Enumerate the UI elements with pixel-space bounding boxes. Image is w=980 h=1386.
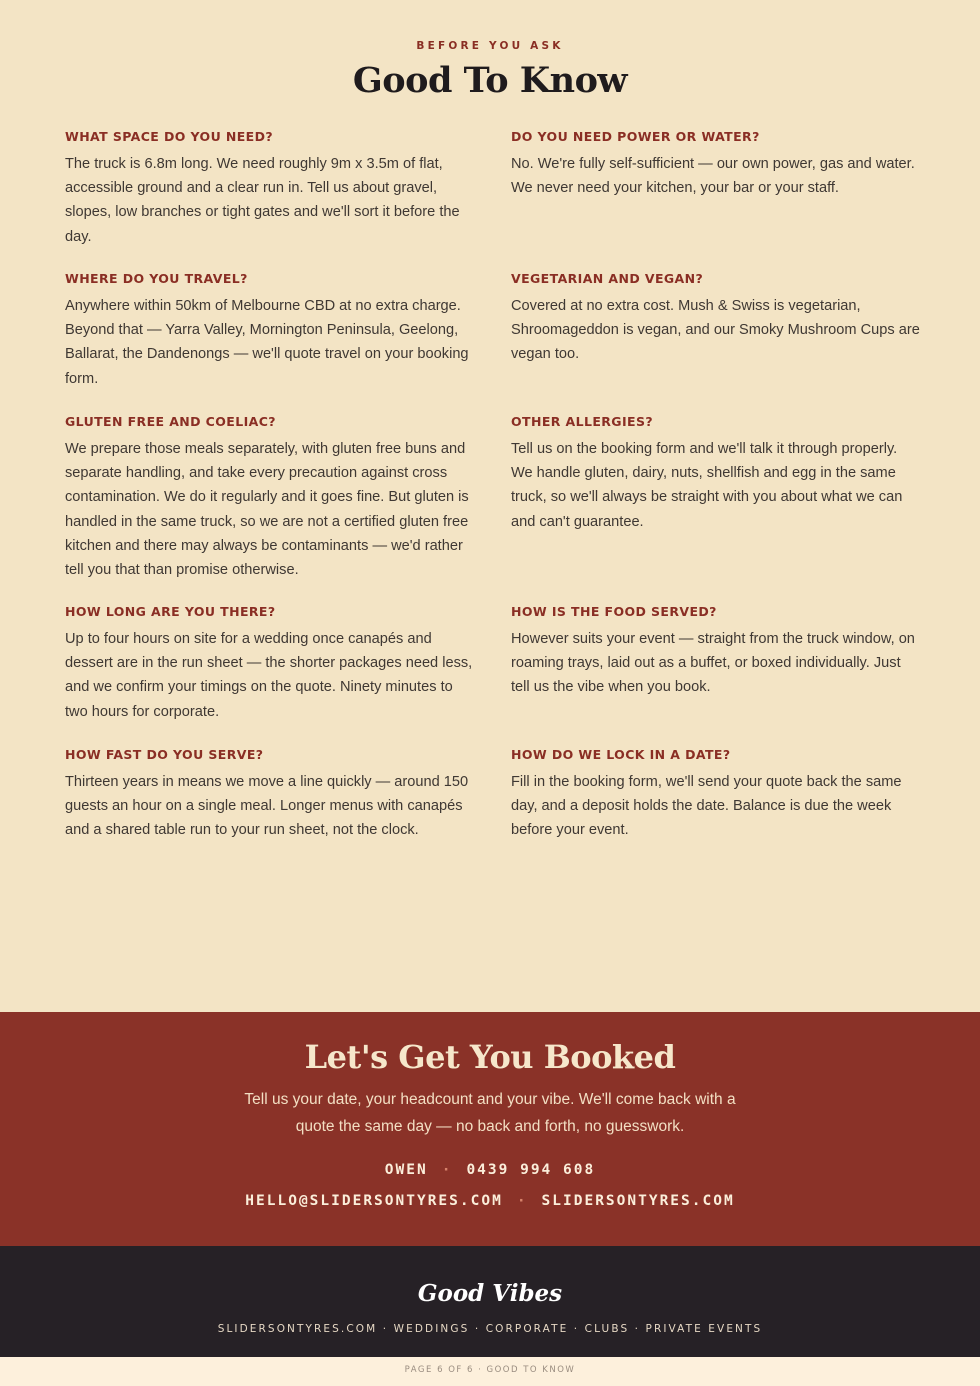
faq-answer: However suits your event — straight from the truck window, on roaming trays, laid out as a buffet, or boxed individually. Just tell us the vibe when you book. (511, 631, 915, 696)
faq-question: DO YOU NEED POWER OR WATER? (511, 129, 760, 144)
separator-dot: · (516, 1193, 528, 1209)
faq-question: HOW FAST DO YOU SERVE? (65, 747, 264, 762)
faq-answer: Anywhere within 50km of Melbourne CBD at no extra charge. Beyond that — Yarra Valley, Mornington Peninsula, Geelong, Ballarat, the Dandenongs — we'll quote travel on your booking form. (65, 298, 469, 387)
faq-answer: Fill in the booking form, we'll send your quote back the same day, and a deposit holds the date. Balance is due the week before your event. (511, 774, 902, 839)
faq-item (65, 270, 475, 391)
faq-item (65, 128, 475, 249)
email-link[interactable]: HELLO@SLIDERSONTYRES.COM (245, 1193, 503, 1209)
phone-link[interactable]: 0439 994 608 (466, 1162, 596, 1178)
footer (0, 1246, 980, 1357)
faq-question: GLUTEN FREE AND COELIAC? (65, 414, 276, 429)
faq-item (511, 603, 921, 700)
faq-item (511, 270, 921, 367)
faq-item (511, 746, 921, 843)
faq-question: HOW DO WE LOCK IN A DATE? (511, 747, 731, 762)
faq-answer: The truck is 6.8m long. We need roughly 9m x 3.5m of flat, accessible ground and a clear run in. Tell us about gravel, slopes, low branches or tight gates and we'll sort it before the day. (65, 156, 460, 245)
faq-item (65, 603, 475, 724)
faq-question: VEGETARIAN AND VEGAN? (511, 271, 704, 286)
contact-name: OWEN (384, 1162, 428, 1178)
website-link[interactable]: SLIDERSONTYRES.COM (541, 1193, 735, 1209)
faq-item (511, 413, 921, 534)
page-strip (0, 1357, 980, 1386)
faq-answer: We prepare those meals separately, with gluten free buns and separate handling, and take every precaution against cross contamination. We do it regularly and it goes fine. But gluten is handled in the same truck, so we are not a certified gluten free kitchen and there may always be contaminants — we'd rather tell you that than promise otherwise. (65, 441, 469, 579)
faq-item (511, 128, 921, 200)
footer-links: SLIDERSONTYRES.COM · WEDDINGS · CORPORATE · CLUBS · PRIVATE EVENTS (217, 1323, 763, 1335)
booking-text: Tell us your date, your headcount and your vibe. We'll come back with a quote the same day — no back and forth, no guesswork. (244, 1091, 736, 1135)
separator-dot: · (441, 1162, 453, 1178)
faq-question: WHERE DO YOU TRAVEL? (65, 271, 248, 286)
contact-row-phone (0, 1162, 980, 1178)
faq-question: OTHER ALLERGIES? (511, 414, 654, 429)
page-number: PAGE 6 OF 6 · GOOD TO KNOW (404, 1365, 576, 1375)
faq-answer: Up to four hours on site for a wedding once canapés and dessert are in the run sheet — the shorter packages need less, and we confirm your timings on the quote. Ninety minutes to two hours for corporate. (65, 631, 473, 720)
faq-answer: Thirteen years in means we move a line quickly — around 150 guests an hour on a single meal. Longer menus with canapés and a shared table run to your run sheet, not the clock. (65, 774, 469, 839)
footer-logo: Good Vibes (417, 1280, 563, 1307)
faq-question: WHAT SPACE DO YOU NEED? (65, 129, 274, 144)
eyebrow: BEFORE YOU ASK (416, 40, 564, 52)
faq-item (65, 413, 475, 582)
booking-section (0, 1012, 980, 1246)
page-title: Good To Know (352, 60, 628, 101)
faq-answer: Tell us on the booking form and we'll talk it through properly. We handle gluten, dairy, nuts, shellfish and egg in the same truck, so we'll always be straight with you about what we can and can't guarantee. (511, 441, 903, 530)
faq-question: HOW LONG ARE YOU THERE? (65, 604, 276, 619)
faq-item (65, 746, 475, 843)
faq-answer: Covered at no extra cost. Mush & Swiss is vegetarian, Shroomageddon is vegan, and our Smoky Mushroom Cups are vegan too. (511, 298, 920, 363)
contact-row-web (0, 1193, 980, 1209)
faq-answer: No. We're fully self-sufficient — our own power, gas and water. We never need your kitchen, your bar or your staff. (511, 156, 915, 197)
booking-title: Let's Get You Booked (304, 1038, 676, 1076)
faq-question: HOW IS THE FOOD SERVED? (511, 604, 717, 619)
